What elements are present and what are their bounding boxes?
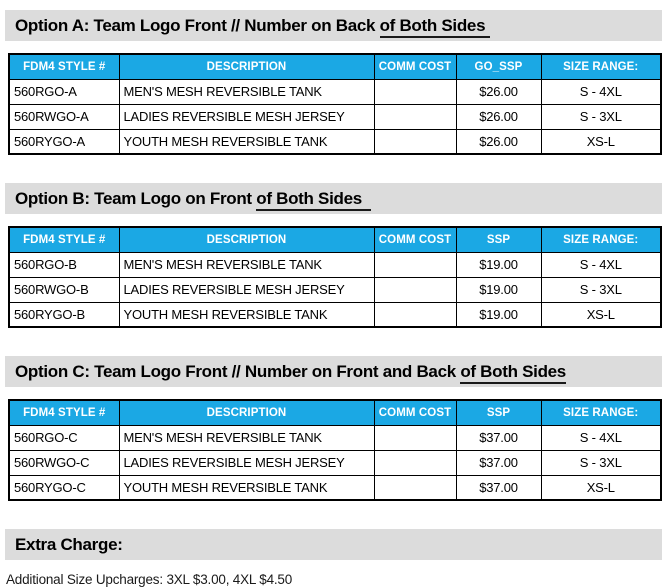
comm-cost-cell (374, 252, 456, 277)
table-row (9, 129, 661, 154)
style-number-cell: 560RWGO-C (9, 450, 119, 475)
extra-charge-section (0, 529, 670, 587)
style-number-cell: 560RGO-A (9, 79, 119, 104)
price-cell: $19.00 (456, 252, 541, 277)
table-row (9, 302, 661, 327)
pricing-table (8, 226, 662, 328)
size-upcharge-note: Additional Size Upcharges: 3XL $3.00, 4XL $4.50 (6, 572, 293, 587)
column-header: DESCRIPTION (119, 54, 374, 79)
column-header: DESCRIPTION (119, 227, 374, 252)
description-cell: YOUTH MESH REVERSIBLE TANK (119, 475, 374, 500)
table-row (9, 425, 661, 450)
description-cell: LADIES REVERSIBLE MESH JERSEY (119, 277, 374, 302)
description-cell: MEN'S MESH REVERSIBLE TANK (119, 252, 374, 277)
option-section (0, 356, 670, 501)
size-range-cell: S - 3XL (541, 104, 661, 129)
column-header: FDM4 STYLE # (9, 54, 119, 79)
pricing-table (8, 53, 662, 155)
pricing-table (8, 399, 662, 501)
column-header: FDM4 STYLE # (9, 227, 119, 252)
price-cell: $37.00 (456, 475, 541, 500)
comm-cost-cell (374, 425, 456, 450)
price-cell: $19.00 (456, 302, 541, 327)
size-range-cell: S - 3XL (541, 450, 661, 475)
table-row (9, 475, 661, 500)
section-title: Option A: Team Logo Front // Number on Back (15, 16, 380, 35)
description-cell: LADIES REVERSIBLE MESH JERSEY (119, 450, 374, 475)
table-row (9, 79, 661, 104)
size-range-cell: S - 3XL (541, 277, 661, 302)
option-section (0, 10, 670, 155)
style-number-cell: 560RYGO-A (9, 129, 119, 154)
section-title-bar (5, 356, 662, 387)
description-cell: MEN'S MESH REVERSIBLE TANK (119, 79, 374, 104)
description-cell: YOUTH MESH REVERSIBLE TANK (119, 302, 374, 327)
style-number-cell: 560RGO-B (9, 252, 119, 277)
style-number-cell: 560RYGO-B (9, 302, 119, 327)
table-header-row (9, 227, 661, 252)
column-header: SIZE RANGE: (541, 54, 661, 79)
price-cell: $26.00 (456, 129, 541, 154)
table-row (9, 450, 661, 475)
option-section (0, 183, 670, 328)
price-cell: $26.00 (456, 104, 541, 129)
column-header: COMM COST (374, 54, 456, 79)
comm-cost-cell (374, 450, 456, 475)
comm-cost-cell (374, 79, 456, 104)
column-header: COMM COST (374, 400, 456, 425)
comm-cost-cell (374, 104, 456, 129)
size-range-cell: XS-L (541, 129, 661, 154)
table-row (9, 104, 661, 129)
column-header: SSP (456, 400, 541, 425)
description-cell: YOUTH MESH REVERSIBLE TANK (119, 129, 374, 154)
style-number-cell: 560RWGO-A (9, 104, 119, 129)
column-header: DESCRIPTION (119, 400, 374, 425)
size-range-cell: S - 4XL (541, 252, 661, 277)
column-header: SSP (456, 227, 541, 252)
section-title: Option B: Team Logo on Front (15, 189, 257, 208)
style-number-cell: 560RGO-C (9, 425, 119, 450)
price-cell: $19.00 (456, 277, 541, 302)
column-header: SIZE RANGE: (541, 227, 661, 252)
style-number-cell: 560RYGO-C (9, 475, 119, 500)
section-title: Option C: Team Logo Front // Number on Front and Back (15, 362, 461, 381)
table-row (9, 252, 661, 277)
pricing-options-list (0, 10, 670, 501)
size-range-cell: S - 4XL (541, 425, 661, 450)
description-cell: MEN'S MESH REVERSIBLE TANK (119, 425, 374, 450)
section-title-underlined: of Both Sides (380, 16, 490, 38)
comm-cost-cell (374, 475, 456, 500)
section-title-bar (5, 10, 662, 41)
section-title-underlined: of Both Sides (460, 362, 566, 384)
size-range-cell: XS-L (541, 475, 661, 500)
table-row (9, 277, 661, 302)
comm-cost-cell (374, 302, 456, 327)
section-title-bar (5, 183, 662, 214)
table-header-row (9, 400, 661, 425)
price-cell: $37.00 (456, 450, 541, 475)
size-range-cell: XS-L (541, 302, 661, 327)
column-header: SIZE RANGE: (541, 400, 661, 425)
column-header: FDM4 STYLE # (9, 400, 119, 425)
table-header-row (9, 54, 661, 79)
extra-charge-title: Extra Charge: (15, 535, 123, 554)
comm-cost-cell (374, 277, 456, 302)
description-cell: LADIES REVERSIBLE MESH JERSEY (119, 104, 374, 129)
price-cell: $26.00 (456, 79, 541, 104)
extra-charge-title-bar (5, 529, 662, 560)
style-number-cell: 560RWGO-B (9, 277, 119, 302)
column-header: COMM COST (374, 227, 456, 252)
section-title-underlined: of Both Sides (256, 189, 371, 211)
comm-cost-cell (374, 129, 456, 154)
price-cell: $37.00 (456, 425, 541, 450)
size-range-cell: S - 4XL (541, 79, 661, 104)
column-header: GO_SSP (456, 54, 541, 79)
